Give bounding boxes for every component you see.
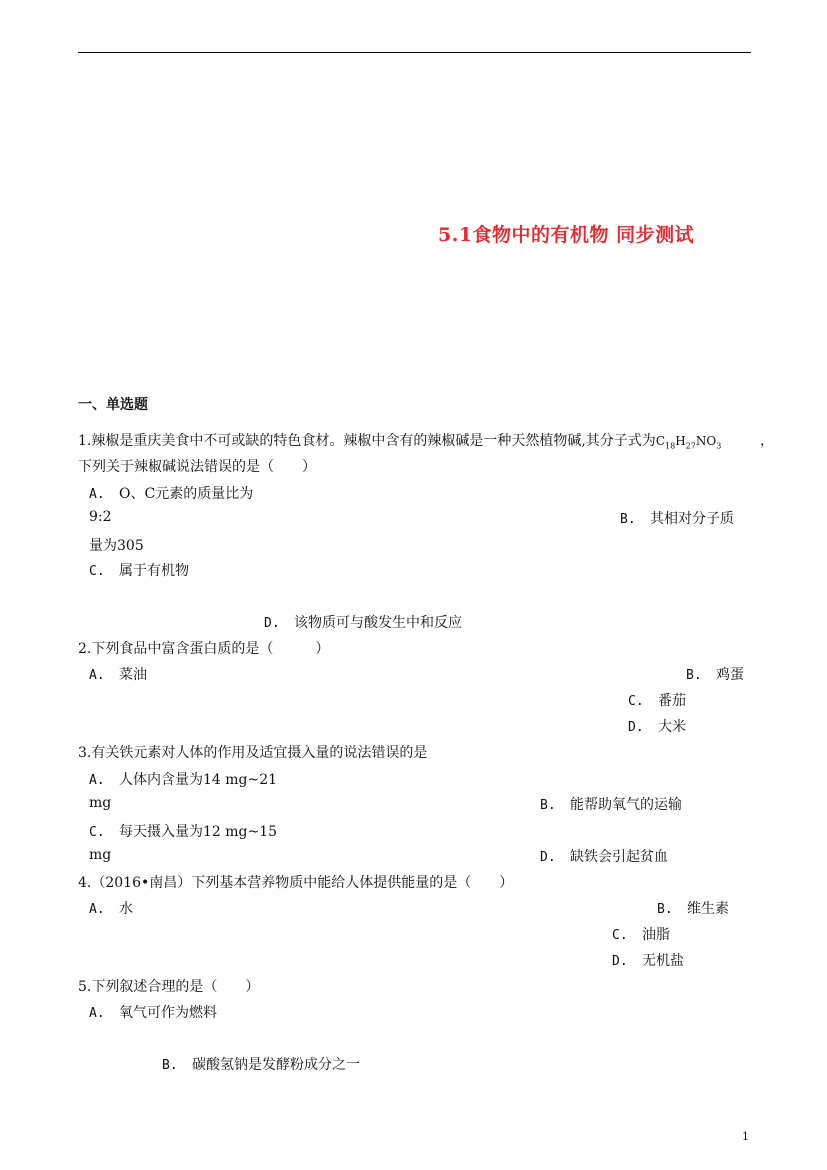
q2-option-b[interactable]: B. 鸡蛋	[686, 667, 744, 683]
q3-option-c[interactable]: C. 每天摄入量为12 mg~15	[89, 824, 278, 840]
q4-option-b[interactable]: B. 维生素	[657, 901, 729, 917]
question-1-text-line2: 下列关于辣椒碱说法错误的是（ ）	[78, 459, 316, 475]
q5-option-a[interactable]: A. 氧气可作为燃料	[89, 1005, 217, 1021]
q1-option-b-cont: 量为305	[89, 538, 144, 554]
q2-option-c[interactable]: C. 番茄	[628, 693, 686, 709]
q3-option-d[interactable]: D. 缺铁会引起贫血	[540, 849, 668, 865]
q4-option-a[interactable]: A. 水	[89, 901, 133, 917]
question-4-stem: 4.（2016•南昌）下列基本营养物质中能给人体提供能量的是（ ）	[78, 875, 514, 891]
q2-option-a[interactable]: A. 菜油	[89, 667, 147, 683]
question-2-stem: 2.下列食品中富含蛋白质的是（ ）	[78, 641, 330, 657]
question-5-stem: 5.下列叙述合理的是（ ）	[78, 979, 260, 995]
question-3-stem: 3.有关铁元素对人体的作用及适宜摄入量的说法错误的是	[78, 745, 428, 761]
q4-option-c[interactable]: C. 油脂	[612, 927, 670, 943]
q3-option-a-cont: mg	[89, 795, 112, 811]
chemical-formula: $C_{18}H_{27}NO_3$	[655, 434, 722, 451]
q3-option-a[interactable]: A. 人体内含量为14 mg~21	[89, 772, 278, 788]
section-heading: 一、单选题	[78, 397, 148, 413]
q4-option-d[interactable]: D. 无机盐	[612, 953, 684, 969]
q2-option-d[interactable]: D. 大米	[628, 719, 686, 735]
header-rule	[78, 52, 751, 53]
question-1-text: 1.辣椒是重庆美食中不可或缺的特色食材。辣椒中含有的辣椒碱是一种天然植物碱,其分子式为	[78, 433, 656, 449]
q1-option-c[interactable]: C. 属于有机物	[89, 563, 189, 579]
q1-option-b[interactable]: B. 其相对分子质	[620, 511, 734, 527]
question-1-comma: ，	[760, 433, 774, 449]
question-1-stem	[78, 430, 721, 450]
document-title: 5.1食物中的有机物 同步测试	[438, 224, 695, 246]
q5-option-b[interactable]: B. 碳酸氢钠是发酵粉成分之一	[162, 1057, 360, 1073]
q3-option-b[interactable]: B. 能帮助氧气的运输	[540, 797, 682, 813]
q1-option-d[interactable]: D. 该物质可与酸发生中和反应	[264, 615, 462, 631]
page-number: 1	[742, 1130, 749, 1143]
q1-option-a-cont: 9:2	[89, 509, 112, 525]
q1-option-a[interactable]: A. O、C元素的质量比为	[89, 486, 254, 502]
q3-option-c-cont: mg	[89, 847, 112, 863]
